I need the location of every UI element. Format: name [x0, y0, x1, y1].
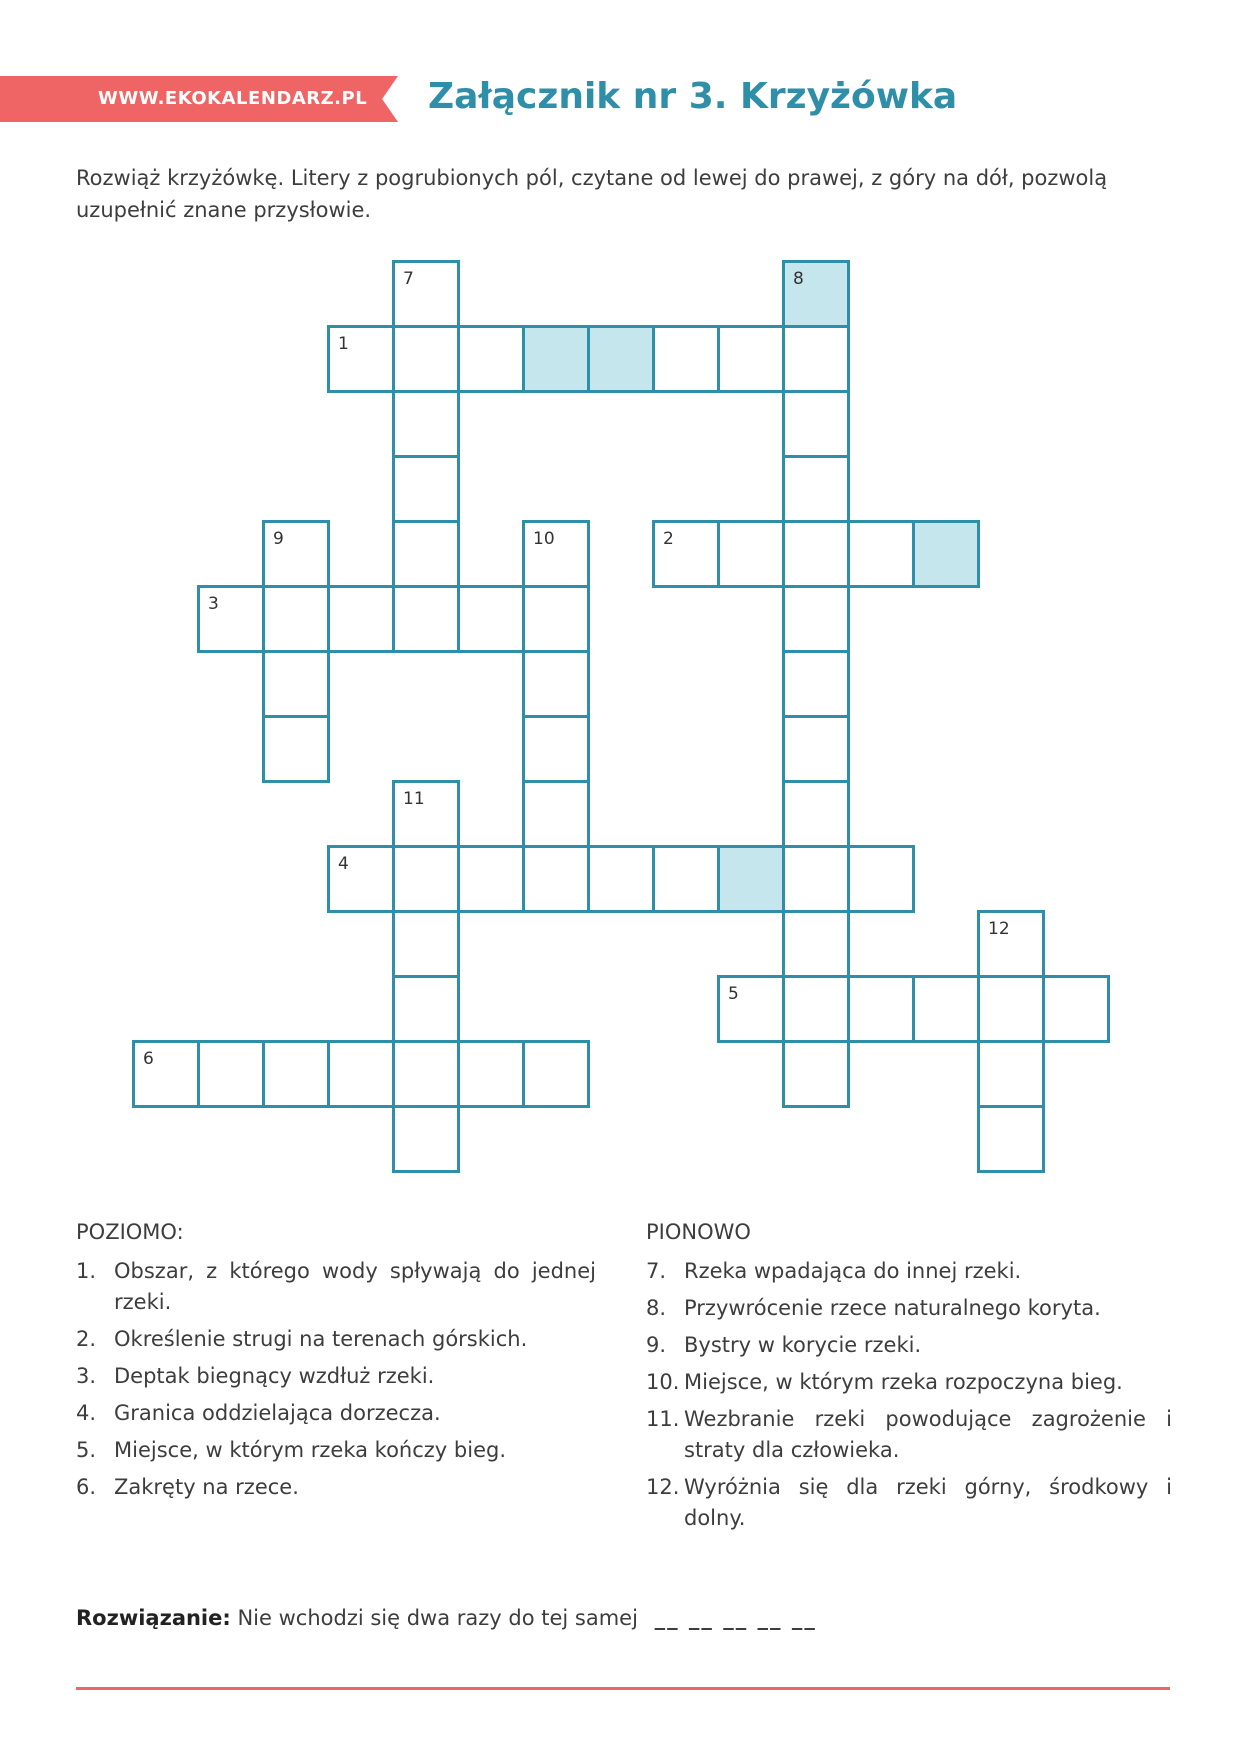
clue-number: 1 — [338, 334, 349, 354]
crossword-cell-highlighted[interactable] — [522, 325, 590, 393]
crossword-cell-highlighted[interactable] — [717, 845, 785, 913]
crossword-cell[interactable] — [977, 1040, 1045, 1108]
crossword-cell[interactable] — [327, 325, 395, 393]
crossword-cell-highlighted[interactable] — [782, 260, 850, 328]
crossword-cell[interactable] — [262, 585, 330, 653]
crossword-cell[interactable] — [717, 325, 785, 393]
crossword-cell[interactable] — [262, 715, 330, 783]
crossword-cell[interactable] — [262, 1040, 330, 1108]
crossword-cell[interactable] — [392, 975, 460, 1043]
crossword-cell[interactable] — [782, 780, 850, 848]
crossword-cell[interactable] — [782, 520, 850, 588]
crossword-cell[interactable] — [522, 780, 590, 848]
crossword-cell[interactable] — [652, 845, 720, 913]
clue-down-11: 11. Wezbranie rzeki powodujące zagrożenie i straty dla człowieka. — [646, 1407, 1172, 1462]
crossword-cell[interactable] — [457, 585, 525, 653]
across-clues — [76, 1256, 596, 1509]
clue-across-6: 6. Zakręty na rzece. — [76, 1475, 299, 1499]
crossword-cell[interactable] — [1042, 975, 1110, 1043]
clue-number: 6 — [143, 1049, 154, 1069]
clue-number: 5 — [728, 984, 739, 1004]
crossword-cell[interactable] — [522, 520, 590, 588]
crossword-cell[interactable] — [392, 585, 460, 653]
across-heading: POZIOMO: — [76, 1220, 184, 1244]
crossword-cell[interactable] — [262, 520, 330, 588]
solution-line — [76, 1606, 817, 1630]
crossword-cell[interactable] — [327, 585, 395, 653]
clue-across-1: 1. Obszar, z którego wody spływają do jednej rzeki. — [76, 1259, 596, 1314]
crossword-cell[interactable] — [392, 520, 460, 588]
solution-text: Nie wchodzi się dwa razy do tej samej — [237, 1606, 638, 1630]
crossword-cell[interactable] — [197, 585, 265, 653]
solution-blanks[interactable]: __ __ __ __ __ — [654, 1606, 817, 1630]
clue-across-3: 3. Deptak biegnący wzdłuż rzeki. — [76, 1364, 435, 1388]
crossword-cell[interactable] — [782, 910, 850, 978]
site-url[interactable]: WWW.EKOKALENDARZ.PL — [98, 88, 368, 109]
clue-number: 12 — [988, 919, 1010, 939]
footer-divider — [76, 1687, 1170, 1690]
crossword-cell[interactable] — [262, 650, 330, 718]
crossword-cell[interactable] — [392, 845, 460, 913]
clue-across-2: 2. Określenie strugi na terenach górskich. — [76, 1327, 528, 1351]
crossword-cell[interactable] — [717, 975, 785, 1043]
crossword-cell[interactable] — [392, 1040, 460, 1108]
clue-down-8: 8. Przywrócenie rzece naturalnego koryta. — [646, 1296, 1101, 1320]
crossword-cell[interactable] — [522, 585, 590, 653]
crossword-cell[interactable] — [782, 455, 850, 523]
down-heading: PIONOWO — [646, 1220, 751, 1244]
instructions: Rozwiąż krzyżówkę. Litery z pogrubionych pól, czytane od lewej do prawej, z góry na dół, pozwolą uzupełnić znane przysłowie. — [76, 166, 1108, 222]
clue-number: 9 — [273, 529, 284, 549]
clue-down-7: 7. Rzeka wpadająca do innej rzeki. — [646, 1259, 1022, 1283]
crossword-cell-highlighted[interactable] — [912, 520, 980, 588]
crossword-cell[interactable] — [782, 715, 850, 783]
crossword-cell[interactable] — [847, 520, 915, 588]
crossword-cell[interactable] — [197, 1040, 265, 1108]
crossword-cell[interactable] — [522, 845, 590, 913]
clue-down-10: 10. Miejsce, w którym rzeka rozpoczyna bieg. — [646, 1370, 1123, 1394]
clue-down-12: 12. Wyróżnia się dla rzeki górny, środkowy i dolny. — [646, 1475, 1172, 1530]
down-clues — [646, 1256, 1172, 1540]
crossword-cell[interactable] — [847, 845, 915, 913]
crossword-cell[interactable] — [522, 715, 590, 783]
clue-number: 7 — [403, 269, 414, 289]
crossword-cell[interactable] — [717, 520, 785, 588]
crossword-cell[interactable] — [457, 845, 525, 913]
crossword-cell[interactable] — [977, 1105, 1045, 1173]
clue-across-4: 4. Granica oddzielająca dorzecza. — [76, 1401, 441, 1425]
crossword-cell[interactable] — [392, 1105, 460, 1173]
clue-number: 4 — [338, 854, 349, 874]
solution-label: Rozwiązanie: — [76, 1606, 231, 1630]
crossword-cell[interactable] — [587, 845, 655, 913]
clue-down-9: 9. Bystry w korycie rzeki. — [646, 1333, 922, 1357]
crossword-cell[interactable] — [392, 325, 460, 393]
clue-number: 10 — [533, 529, 555, 549]
crossword-cell[interactable] — [977, 910, 1045, 978]
crossword-cell[interactable] — [782, 325, 850, 393]
crossword-cell[interactable] — [457, 1040, 525, 1108]
crossword-cell[interactable] — [977, 975, 1045, 1043]
crossword-cell[interactable] — [392, 455, 460, 523]
crossword-cell[interactable] — [782, 390, 850, 458]
crossword-cell[interactable] — [522, 650, 590, 718]
clue-number: 8 — [793, 269, 804, 289]
clue-number: 11 — [403, 789, 425, 809]
crossword-cell[interactable] — [327, 845, 395, 913]
clue-number: 2 — [663, 529, 674, 549]
crossword-cell[interactable] — [392, 390, 460, 458]
crossword-cell[interactable] — [392, 260, 460, 328]
crossword-cell[interactable] — [392, 780, 460, 848]
crossword-cell[interactable] — [782, 650, 850, 718]
crossword-cell[interactable] — [522, 1040, 590, 1108]
crossword-cell[interactable] — [912, 975, 980, 1043]
crossword-cell[interactable] — [782, 585, 850, 653]
crossword-cell[interactable] — [457, 325, 525, 393]
page-title: Załącznik nr 3. Krzyżówka — [428, 76, 958, 117]
crossword-cell-highlighted[interactable] — [587, 325, 655, 393]
clue-number: 3 — [208, 594, 219, 614]
clue-across-5: 5. Miejsce, w którym rzeka kończy bieg. — [76, 1438, 506, 1462]
crossword-cell[interactable] — [847, 975, 915, 1043]
crossword-cell[interactable] — [132, 1040, 200, 1108]
crossword-cell[interactable] — [782, 845, 850, 913]
crossword-cell[interactable] — [652, 520, 720, 588]
crossword-cell[interactable] — [327, 1040, 395, 1108]
crossword-cell[interactable] — [782, 975, 850, 1043]
crossword-cell[interactable] — [782, 1040, 850, 1108]
crossword-cell[interactable] — [392, 910, 460, 978]
crossword-cell[interactable] — [652, 325, 720, 393]
